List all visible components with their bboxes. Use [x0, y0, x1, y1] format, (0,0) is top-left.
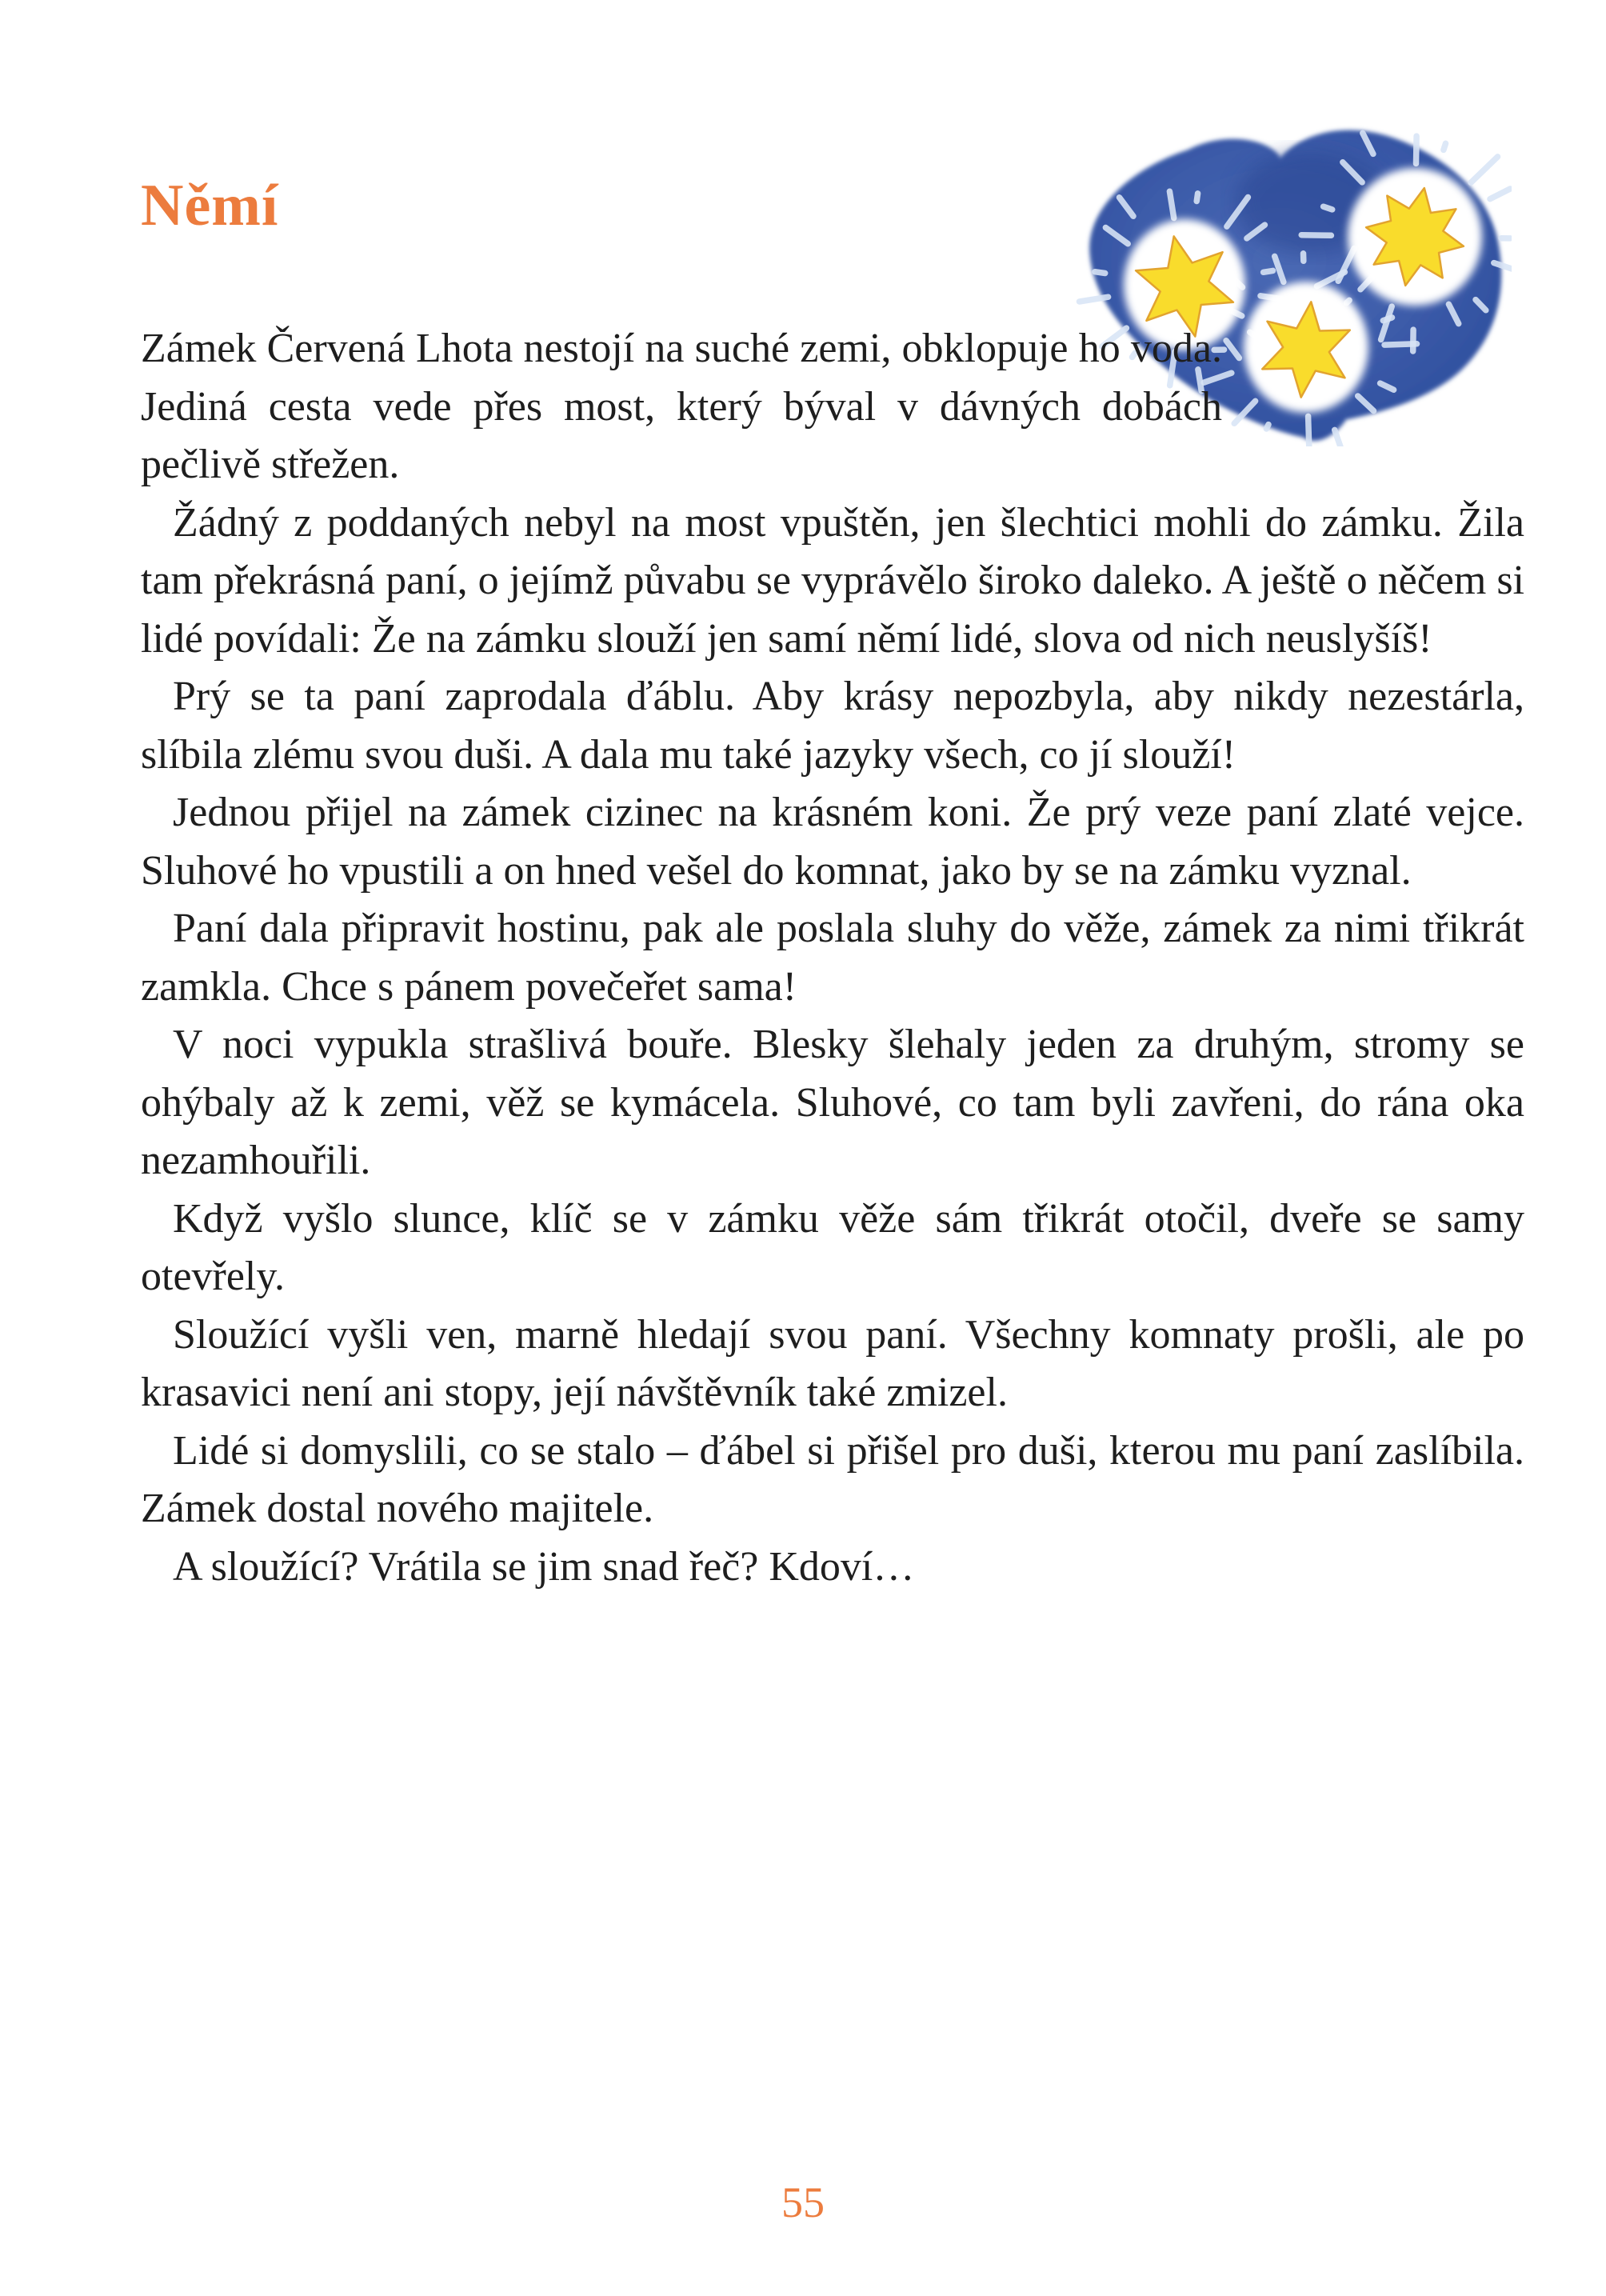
illustration-wrap-spacer: [1222, 320, 1524, 488]
paragraph: Žádný z poddaných nebyl na most vpuštěn, jen šlechtici mohli do zámku. Žila tam překrásná paní, o jejímž půvabu se vyprávělo široko daleko. A ještě o něčem si lidé povídali: Že na zámku slouží jen samí němí lidé, slova od nich neuslyšíš!: [141, 499, 1524, 662]
paragraph: A sloužící? Vrátila se jim snad řeč? Kdoví…: [173, 1543, 915, 1590]
paragraph: Jednou přijel na zámek cizinec na krásném koni. Že prý veze paní zlaté vejce. Sluhové ho vpustili a on hned vešel do komnat, jako by se na zámku vyznal.: [141, 790, 1524, 894]
paragraph: Zámek Červená Lhota nestojí na suché zemi, obklopuje ho voda. Jediná cesta vede přes most, který býval v dávných dobách pečlivě střežen.: [141, 326, 1222, 487]
story-text: [141, 320, 1524, 1596]
page-number: 55: [781, 2178, 825, 2226]
page-title: Němí: [141, 173, 279, 238]
paragraph: V noci vypukla strašlivá bouře. Blesky šlehaly jeden za druhým, stromy se ohýbaly až k zemi, věž se kymácela. Sluhové, co tam byli zavřeni, do rána oka nezamhouřili.: [141, 1022, 1524, 1183]
paragraph: Prý se ta paní zaprodala ďáblu. Aby krásy nepozbyla, aby nikdy nezestárla, slíbila zlému svou duši. A dala mu také jazyky všech, co jí slouží!: [141, 674, 1524, 778]
paragraph: Sloužící vyšli ven, marně hledají svou paní. Všechny komnaty prošli, ale po krasavici není ani stopy, její návštěvník také zmizel.: [141, 1311, 1524, 1415]
paragraph: Paní dala připravit hostinu, pak ale poslala sluhy do věže, zámek za nimi třikrát zamkla. Chce s pánem povečeřet sama!: [141, 906, 1524, 1010]
paragraph: Lidé si domyslili, co se stalo – ďábel si přišel pro duši, kterou mu paní zaslíbila. Zámek dostal nového majitele.: [141, 1427, 1524, 1531]
paragraph: Když vyšlo slunce, klíč se v zámku věže sám třikrát otočil, dveře se samy otevřely.: [141, 1195, 1524, 1299]
